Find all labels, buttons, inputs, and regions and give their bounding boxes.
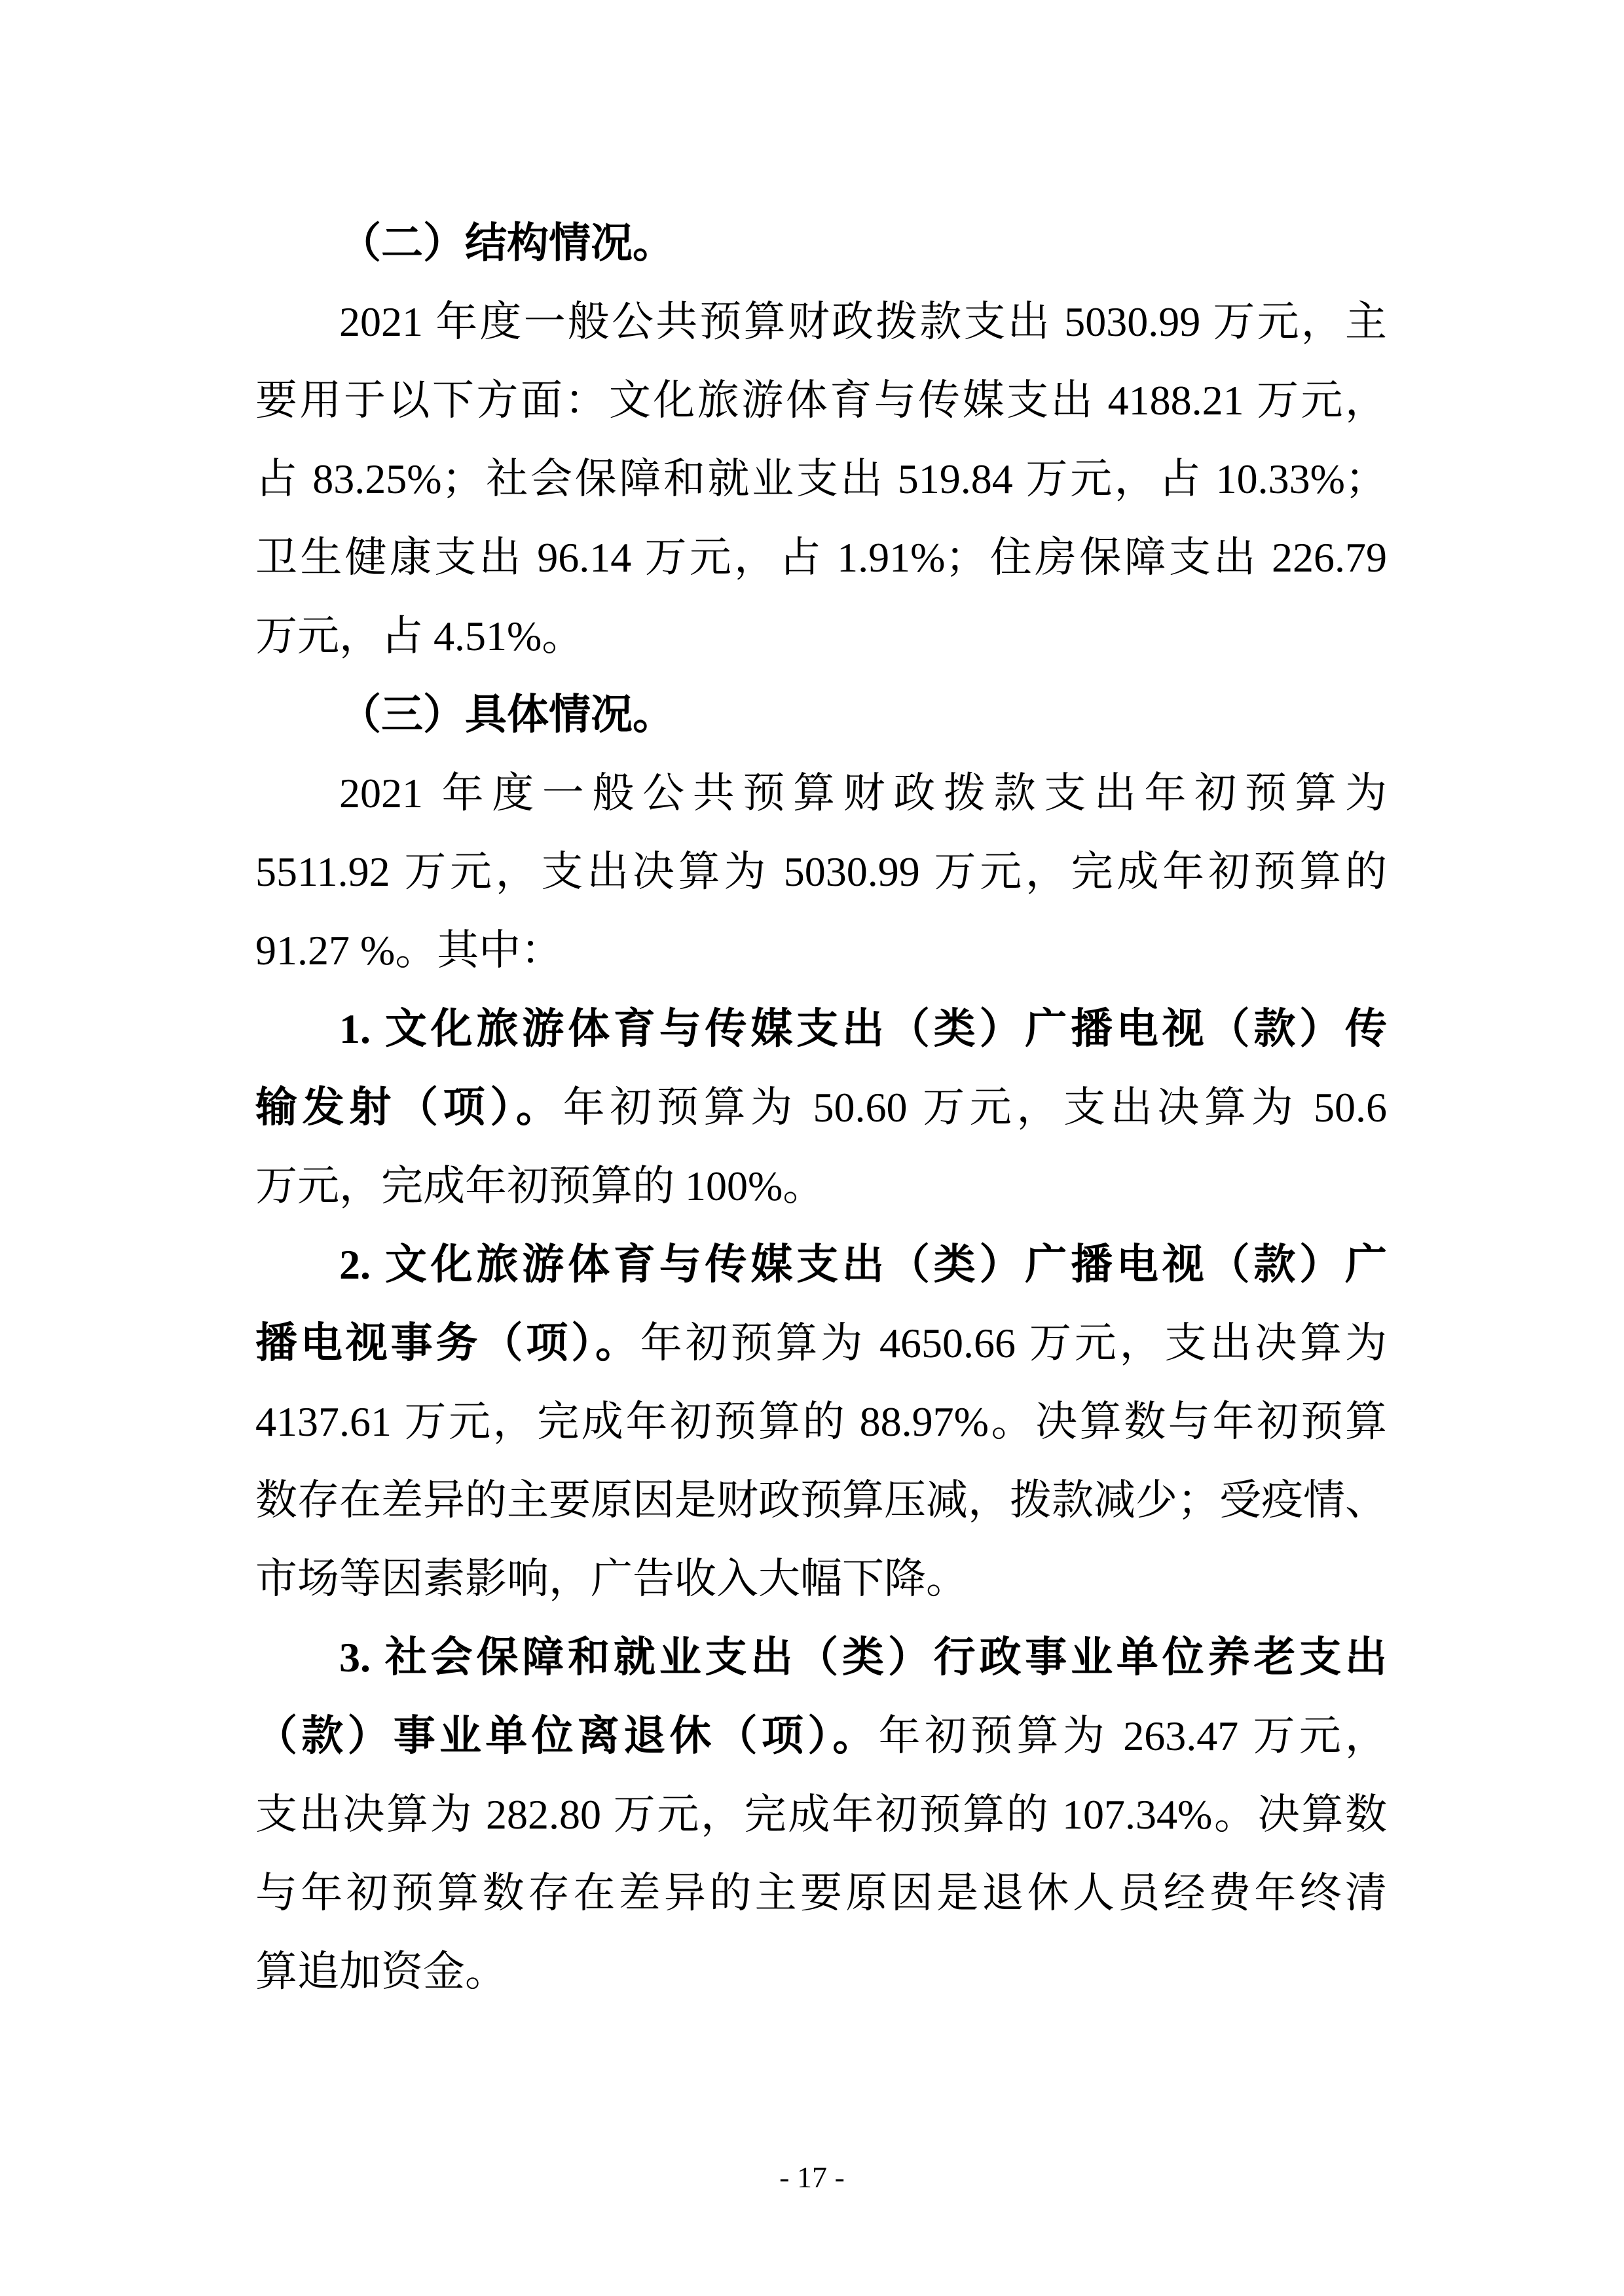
item-1-line-3 [255,1147,1387,1226]
text-segment: 市场等因素影响，广告收入大幅下降。 [255,1556,968,1602]
para-structure-line-2 [255,361,1387,440]
text-segment: 万元，占 4.51%。 [255,613,584,659]
item-1-line-2 [255,1068,1387,1147]
text-segment: 2021 年度一般公共预算财政拨款支出 5030.99 万元，主 [339,299,1387,345]
text-segment: 数存在差异的主要原因是财政预算压减，拨款减少；受疫情、 [255,1477,1387,1523]
page-number: - 17 - [779,2160,845,2194]
heading-detail-section [255,676,1387,754]
item-2-line-1 [255,1226,1387,1304]
para-detail-line-2 [255,833,1387,911]
text-segment: 要用于以下方面：文化旅游体育与传媒支出 4188.21 万元， [255,377,1387,424]
item-2-line-3 [255,1383,1387,1461]
para-structure-line-5 [255,597,1387,676]
text-segment: （二）结构情况。 [339,220,674,266]
item-2-line-2 [255,1304,1387,1383]
text-segment: （款）事业单位离退休（项）。 [255,1713,879,1759]
text-segment: 与年初预算数存在差异的主要原因是退休人员经费年终清 [255,1870,1387,1916]
heading-structure-section [255,204,1387,283]
text-segment: 年初预算为 50.60 万元，支出决算为 50.6 [563,1084,1388,1131]
text-segment: 占 83.25%；社会保障和就业支出 519.84 万元，占 10.33%； [255,456,1387,502]
item-3-line-5 [255,1933,1387,2011]
text-segment: 播电视事务（项）。 [255,1320,640,1366]
text-segment: 年初预算为 4650.66 万元，支出决算为 [640,1320,1388,1366]
item-2-line-4 [255,1461,1387,1540]
text-segment: 5511.92 万元，支出决算为 5030.99 万元，完成年初预算的 [255,848,1387,895]
item-3-line-3 [255,1776,1387,1854]
text-segment: 万元，完成年初预算的 100%。 [255,1163,825,1209]
item-2-line-5 [255,1540,1387,1618]
item-1-line-1 [255,990,1387,1068]
text-segment: 4137.61 万元，完成年初预算的 88.97%。决算数与年初预算 [255,1398,1387,1445]
text-segment: 1. 文化旅游体育与传媒支出（类）广播电视（款）传 [339,1006,1387,1052]
para-structure-line-3 [255,440,1387,519]
text-segment: 91.27 %。其中： [255,927,563,974]
text-segment: 支出决算为 282.80 万元，完成年初预算的 107.34%。决算数 [255,1791,1387,1838]
para-structure-line-4 [255,519,1387,597]
item-3-line-4 [255,1854,1387,1933]
document-body [255,204,1387,2011]
text-segment: 卫生健康支出 96.14 万元，占 1.91%；住房保障支出 226.79 [255,534,1387,581]
text-segment: 输发射（项）。 [255,1084,563,1131]
text-segment: 年初预算为 263.47 万元， [878,1713,1388,1759]
text-segment: 2. 文化旅游体育与传媒支出（类）广播电视（款）广 [339,1241,1387,1288]
item-3-line-2 [255,1697,1387,1776]
para-detail-line-3 [255,911,1387,990]
para-structure-line-1 [255,283,1387,361]
item-3-line-1 [255,1618,1387,1697]
text-segment: 3. 社会保障和就业支出（类）行政事业单位养老支出 [339,1634,1387,1681]
text-segment: 2021 年度一般公共预算财政拨款支出年初预算为 [339,770,1387,816]
para-detail-line-1 [255,754,1387,833]
text-segment: 算追加资金。 [255,1948,507,1995]
text-segment: （三）具体情况。 [339,691,674,738]
